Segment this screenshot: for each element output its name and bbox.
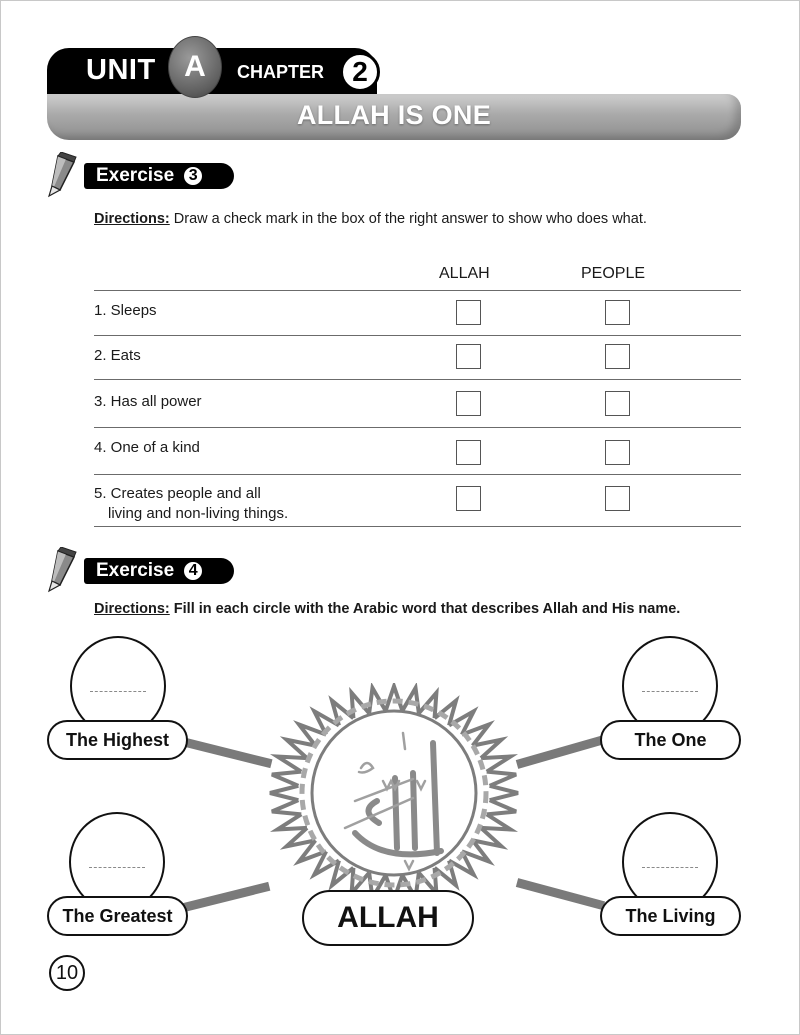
- people-checkbox[interactable]: [605, 486, 630, 511]
- allah-checkbox[interactable]: [456, 300, 481, 325]
- chapter-title: ALLAH IS ONE: [296, 100, 492, 130]
- name-label-the-living: The Living: [600, 896, 741, 936]
- row-label-text: 3. Has all power: [94, 393, 202, 410]
- table-divider: [94, 379, 741, 380]
- page-number: 10: [49, 955, 85, 991]
- directions-label: Directions:: [94, 211, 170, 227]
- directions-text: Draw a check mark in the box of the right answer to show who does what.: [173, 211, 647, 227]
- answer-writing-line: [642, 691, 698, 692]
- people-checkbox[interactable]: [605, 344, 630, 369]
- table-divider: [94, 526, 741, 527]
- row-label: [94, 392, 202, 412]
- medallion-petal: [272, 772, 301, 786]
- answer-writing-line: [89, 867, 145, 868]
- column-header-people: PEOPLE: [581, 265, 646, 282]
- table-divider: [94, 290, 741, 291]
- center-name-pill: ALLAH: [302, 890, 474, 946]
- column-header-allah: ALLAH: [439, 265, 490, 282]
- chapter-number-badge: 2: [340, 52, 380, 92]
- allah-checkbox[interactable]: [456, 440, 481, 465]
- people-checkbox[interactable]: [605, 300, 630, 325]
- directions-label: Directions:: [94, 601, 170, 617]
- table-divider: [94, 335, 741, 336]
- allah-calligraphy-medallion-icon: [263, 683, 525, 903]
- people-checkbox[interactable]: [605, 391, 630, 416]
- row-label: [94, 484, 288, 524]
- unit-label: UNIT: [86, 54, 156, 86]
- exercise-4-directions: [94, 601, 680, 617]
- name-label-the-one: The One: [600, 720, 741, 760]
- medallion-petal: [490, 786, 518, 800]
- exercise-label: Exercise: [96, 560, 175, 581]
- unit-letter-badge: A: [168, 36, 222, 98]
- row-label-text: 1. Sleeps: [94, 302, 157, 319]
- exercise-label: Exercise: [96, 165, 175, 186]
- table-divider: [94, 474, 741, 475]
- pencil-icon: [44, 547, 84, 593]
- allah-checkbox[interactable]: [456, 344, 481, 369]
- exercise-4-badge: [84, 558, 234, 584]
- row-label: [94, 301, 157, 321]
- exercise-3-badge: [84, 163, 234, 189]
- answer-writing-line: [642, 867, 698, 868]
- row-label-text-line2: living and non-living things.: [108, 505, 289, 522]
- allah-checkbox[interactable]: [456, 391, 481, 416]
- pencil-icon: [44, 152, 84, 198]
- medallion-petal: [270, 786, 298, 800]
- exercise-number: 4: [182, 560, 204, 582]
- medallion-petal: [272, 800, 301, 814]
- answer-writing-line: [90, 691, 146, 692]
- row-label: [94, 346, 141, 366]
- people-checkbox[interactable]: [605, 440, 630, 465]
- directions-text: Fill in each circle with the Arabic word that describes Allah and His name.: [173, 601, 681, 617]
- row-label-text: 5. Creates people and all: [94, 485, 261, 502]
- exercise-3-directions: [94, 211, 647, 227]
- row-label-text: 4. One of a kind: [94, 439, 200, 456]
- name-label-the-greatest: The Greatest: [47, 896, 188, 936]
- allah-checkbox[interactable]: [456, 486, 481, 511]
- row-label-text: 2. Eats: [94, 347, 141, 364]
- row-label: [94, 438, 200, 458]
- name-label-the-highest: The Highest: [47, 720, 188, 760]
- chapter-label: CHAPTER: [237, 62, 325, 82]
- medallion-petal: [487, 772, 516, 786]
- medallion-petal: [487, 800, 516, 814]
- exercise-number: 3: [182, 165, 204, 187]
- table-divider: [94, 427, 741, 428]
